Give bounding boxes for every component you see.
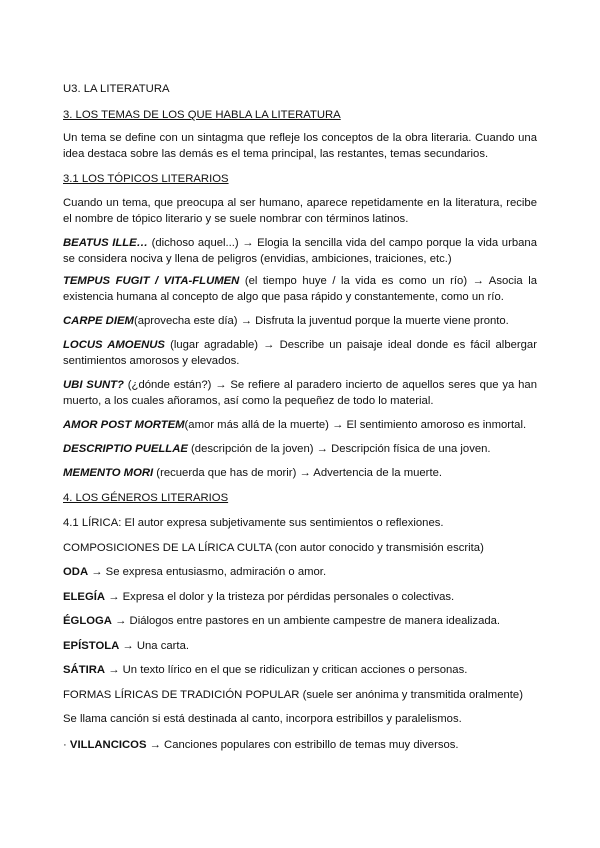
composicion-egloga [63, 613, 537, 629]
topico-descriptio-puellae [63, 441, 537, 457]
cancion-definition: Se llama canción si está destinada al canto, incorpora estribillos y paralelismos. [63, 713, 462, 725]
unit-title: U3. LA LITERATURA [63, 83, 170, 95]
topico-term: LOCUS AMOENUS [63, 339, 165, 351]
topico-term: AMOR POST MORTEM [63, 419, 185, 431]
composicion-description: → Expresa el dolor y la tristeza por pérdidas personales o colectivas. [105, 591, 455, 603]
composicion-description: → Diálogos entre pastores en un ambiente campestre de manera idealizada. [111, 615, 501, 627]
composicion-term: ELEGÍA [63, 591, 106, 603]
villancicos-term: VILLANCICOS [69, 739, 147, 751]
composicion-description: → Un texto lírico en el que se ridiculizan y critican acciones o personas. [105, 664, 468, 676]
intro-paragraph: Un tema se define con un sintagma que refleje los conceptos de la obra literaria. Cuando una idea destaca sobre las demás es el tema principal, las restantes, temas secundarios. [63, 132, 537, 160]
topico-term: MEMENTO MORI [63, 467, 154, 479]
topico-description: (aprovecha este día) → Disfruta la juventud porque la muerte viene pronto. [133, 315, 509, 327]
composicion-elegia [63, 589, 537, 605]
topico-term: CARPE DIEM [63, 315, 134, 327]
topico-memento-mori [63, 465, 537, 481]
composicion-description: → Una carta. [119, 640, 189, 652]
topico-description: (el tiempo huye / la vida es como un río) → Asocia la existencia humana al concepto de algo que pasa rápido y constantemente, como un río. [63, 275, 537, 303]
composicion-satira [63, 662, 537, 678]
topicos-intro: Cuando un tema, que preocupa al ser humano, aparece repetidamente en la literatura, recibe el nombre de tópico literario y se suele nombrar con términos latinos. [63, 197, 537, 225]
topico-description: (descripción de la joven) → Descripción física de una joven. [187, 443, 491, 455]
section-4-heading: 4. LOS GÉNEROS LITERARIOS [63, 492, 229, 504]
lirica-definition: 4.1 LÍRICA: El autor expresa subjetivamente sus sentimientos o reflexiones. [63, 517, 444, 529]
villancicos-description: → Canciones populares con estribillo de temas muy diversos. [146, 739, 459, 751]
topico-carpe-diem [63, 313, 537, 329]
bullet: · [63, 739, 70, 751]
composicion-description: → Se expresa entusiasmo, admiración o amor. [88, 566, 327, 578]
composicion-term: EPÍSTOLA [63, 640, 120, 652]
villancicos-item [63, 737, 537, 753]
topico-ubi-sunt [63, 377, 537, 409]
popular-heading: FORMAS LÍRICAS DE TRADICIÓN POPULAR (suele ser anónima y transmitida oralmente) [63, 689, 523, 701]
topico-term: UBI SUNT? [63, 379, 124, 391]
topico-tempus-fugit [63, 273, 537, 305]
topico-description: (lugar agradable) → Describe un paisaje ideal donde es fácil albergar sentimientos amorosos y elevados. [63, 339, 537, 367]
composicion-term: ODA [63, 566, 89, 578]
topico-description: (¿dónde están?) → Se refiere al paradero incierto de aquellos seres que ya han muerto, a los cuales añoramos, así como la pequeñez de todo lo material. [63, 379, 537, 407]
section-3-1-heading: 3.1 LOS TÓPICOS LITERARIOS [63, 173, 229, 185]
topico-description: (dichoso aquel...) → Elogia la sencilla vida del campo porque la vida urbana se considera nociva y llena de peligros (envidias, ambiciones, traiciones, etc.) [63, 237, 537, 265]
composicion-epistola [63, 638, 537, 654]
topico-amor-post-mortem [63, 417, 537, 433]
composicion-term: ÉGLOGA [63, 615, 112, 627]
topico-locus-amoenus [63, 337, 537, 369]
section-3-heading: 3. LOS TEMAS DE LOS QUE HABLA LA LITERATURA [63, 109, 341, 121]
composicion-term: SÁTIRA [63, 664, 106, 676]
topico-description: (recuerda que has de morir) → Advertencia de la muerte. [153, 467, 443, 479]
topico-beatus-ille [63, 235, 537, 267]
lirica-culta-heading: COMPOSICIONES DE LA LÍRICA CULTA (con autor conocido y transmisión escrita) [63, 542, 484, 554]
topico-description: (amor más allá de la muerte) → El sentimiento amoroso es inmortal. [184, 419, 527, 431]
topico-term: DESCRIPTIO PUELLAE [63, 443, 188, 455]
topico-term: TEMPUS FUGIT / VITA-FLUMEN [63, 275, 240, 287]
composicion-oda [63, 564, 537, 580]
topico-term: BEATUS ILLE… [63, 237, 148, 249]
